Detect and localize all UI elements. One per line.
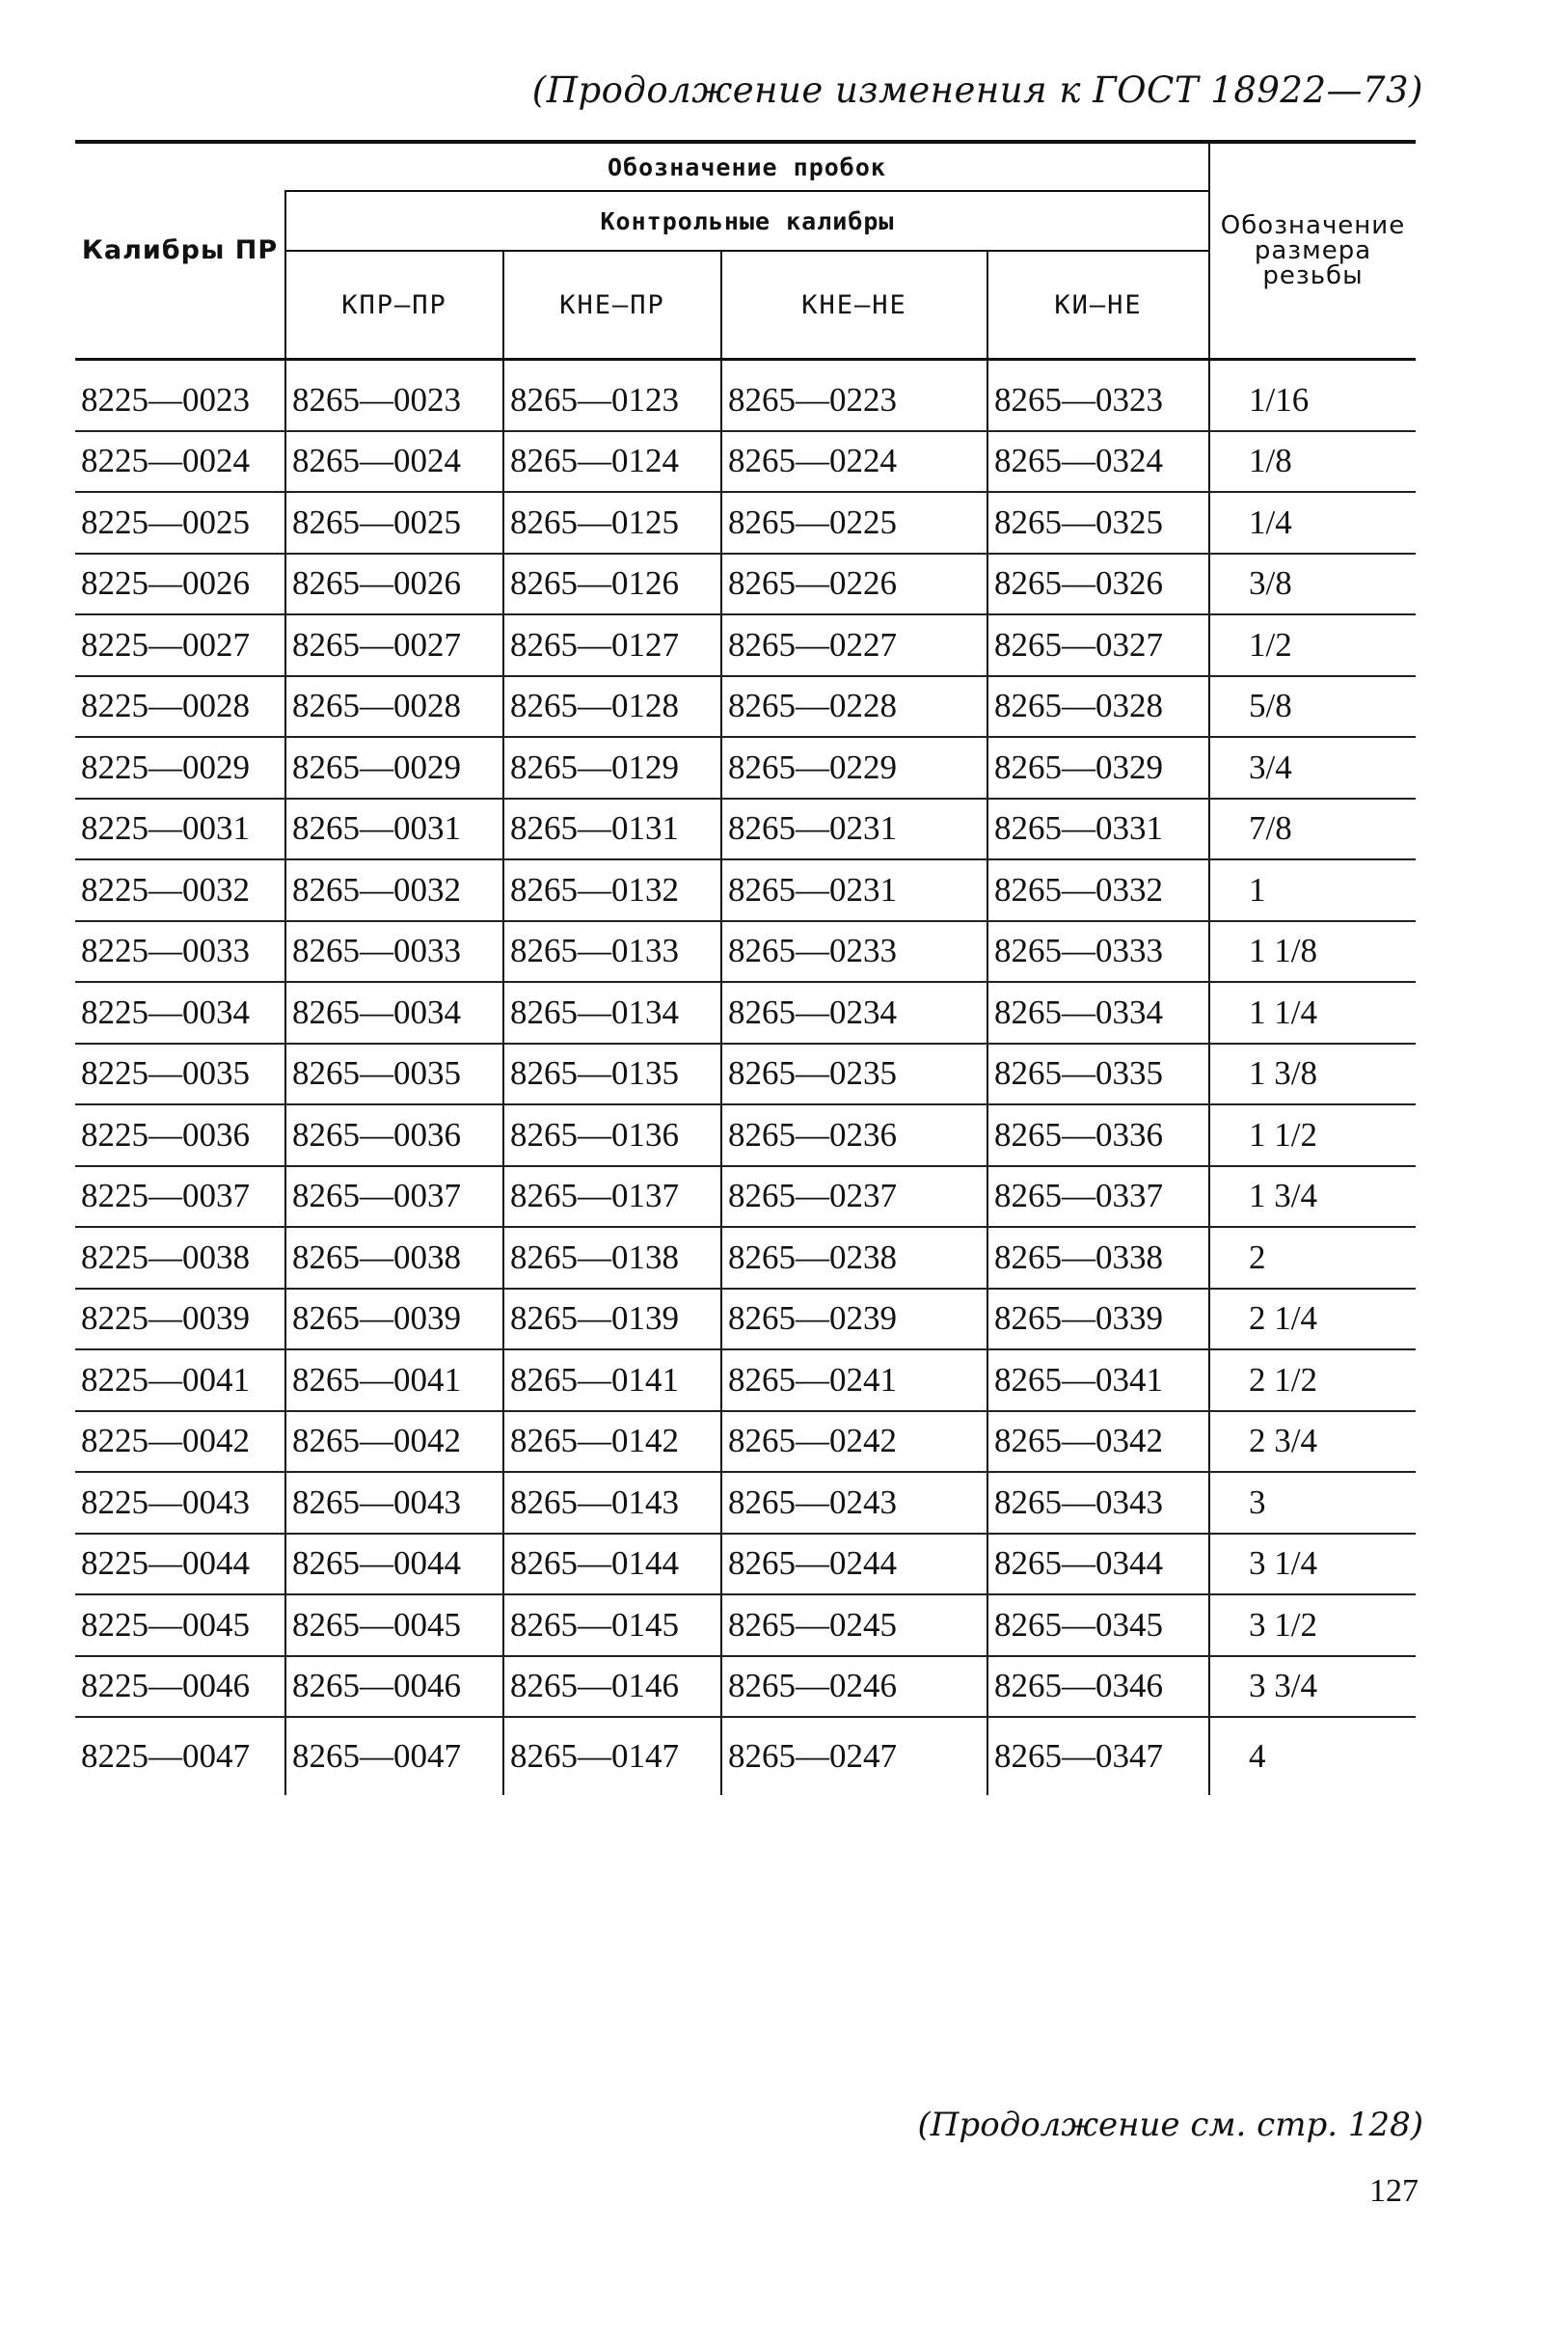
cell-kne-ne: 8265—0247 [721, 1717, 987, 1795]
cell-kne-ne: 8265—0235 [721, 1044, 987, 1105]
table-row [75, 859, 1416, 921]
cell-kpr-pr: 8265—0044 [285, 1534, 503, 1595]
cell-ki-ne: 8265—0334 [987, 982, 1209, 1044]
cell-kalibry-pr: 8225—0032 [75, 859, 285, 921]
header-kne-pr: КНЕ—ПР [503, 251, 721, 360]
page-number: 127 [1369, 2173, 1419, 2209]
cell-kalibry-pr: 8225—0028 [75, 676, 285, 738]
cell-thread-size: 1 1/4 [1209, 982, 1416, 1044]
table-row [75, 982, 1416, 1044]
cell-kalibry-pr: 8225—0027 [75, 614, 285, 676]
table-row [75, 1534, 1416, 1595]
cell-ki-ne: 8265—0323 [987, 360, 1209, 431]
cell-thread-size: 3/4 [1209, 737, 1416, 799]
cell-thread-size: 2 1/2 [1209, 1349, 1416, 1411]
cell-thread-size: 3 3/4 [1209, 1656, 1416, 1718]
cell-kalibry-pr: 8225—0031 [75, 799, 285, 860]
table-row [75, 1594, 1416, 1656]
cell-kalibry-pr: 8225—0046 [75, 1656, 285, 1718]
cell-kne-ne: 8265—0226 [721, 554, 987, 615]
table-row [75, 1349, 1416, 1411]
table-row [75, 676, 1416, 738]
cell-kalibry-pr: 8225—0037 [75, 1166, 285, 1228]
cell-ki-ne: 8265—0345 [987, 1594, 1209, 1656]
table-row [75, 1472, 1416, 1534]
cell-ki-ne: 8265—0342 [987, 1411, 1209, 1473]
cell-kne-pr: 8265—0127 [503, 614, 721, 676]
cell-kne-pr: 8265—0144 [503, 1534, 721, 1595]
cell-kpr-pr: 8265—0035 [285, 1044, 503, 1105]
table-row [75, 554, 1416, 615]
page-header: (Продолжение изменения к ГОСТ 18922—73) [531, 69, 1423, 111]
cell-kalibry-pr: 8225—0039 [75, 1289, 285, 1350]
cell-kpr-pr: 8265—0025 [285, 492, 503, 554]
cell-kne-ne: 8265—0242 [721, 1411, 987, 1473]
cell-kalibry-pr: 8225—0045 [75, 1594, 285, 1656]
cell-kpr-pr: 8265—0031 [285, 799, 503, 860]
cell-kalibry-pr: 8225—0029 [75, 737, 285, 799]
cell-kne-ne: 8265—0238 [721, 1227, 987, 1289]
header-oboznachenie-probok: Обозначение пробок [285, 142, 1209, 191]
cell-kalibry-pr: 8225—0035 [75, 1044, 285, 1105]
cell-kpr-pr: 8265—0038 [285, 1227, 503, 1289]
cell-kalibry-pr: 8225—0026 [75, 554, 285, 615]
table-row [75, 1717, 1416, 1795]
cell-ki-ne: 8265—0337 [987, 1166, 1209, 1228]
cell-kne-ne: 8265—0234 [721, 982, 987, 1044]
header-ki-ne: КИ—НЕ [987, 251, 1209, 360]
cell-ki-ne: 8265—0328 [987, 676, 1209, 738]
table-row [75, 1104, 1416, 1166]
cell-ki-ne: 8265—0326 [987, 554, 1209, 615]
cell-kalibry-pr: 8225—0042 [75, 1411, 285, 1473]
cell-thread-size: 1/16 [1209, 360, 1416, 431]
header-kontrolnye-kalibry: Контрольные калибры [285, 191, 1209, 251]
cell-kne-pr: 8265—0137 [503, 1166, 721, 1228]
cell-kne-ne: 8265—0241 [721, 1349, 987, 1411]
cell-thread-size: 2 1/4 [1209, 1289, 1416, 1350]
table-row [75, 492, 1416, 554]
cell-thread-size: 1/8 [1209, 431, 1416, 493]
cell-kne-ne: 8265—0237 [721, 1166, 987, 1228]
cell-kne-ne: 8265—0243 [721, 1472, 987, 1534]
cell-thread-size: 2 [1209, 1227, 1416, 1289]
cell-thread-size: 3 1/2 [1209, 1594, 1416, 1656]
cell-thread-size: 1/4 [1209, 492, 1416, 554]
table-row [75, 431, 1416, 493]
cell-thread-size: 1 1/8 [1209, 921, 1416, 983]
cell-kalibry-pr: 8225—0024 [75, 431, 285, 493]
cell-kne-ne: 8265—0233 [721, 921, 987, 983]
cell-kalibry-pr: 8225—0034 [75, 982, 285, 1044]
cell-kne-pr: 8265—0136 [503, 1104, 721, 1166]
cell-kne-pr: 8265—0126 [503, 554, 721, 615]
cell-kpr-pr: 8265—0024 [285, 431, 503, 493]
cell-ki-ne: 8265—0346 [987, 1656, 1209, 1718]
cell-kpr-pr: 8265—0033 [285, 921, 503, 983]
cell-thread-size: 3/8 [1209, 554, 1416, 615]
header-kalibry-pr: Калибры ПР [75, 142, 285, 360]
cell-thread-size: 1 3/4 [1209, 1166, 1416, 1228]
cell-ki-ne: 8265—0338 [987, 1227, 1209, 1289]
cell-kne-pr: 8265—0143 [503, 1472, 721, 1534]
cell-kne-pr: 8265—0138 [503, 1227, 721, 1289]
table-row [75, 614, 1416, 676]
cell-kne-ne: 8265—0229 [721, 737, 987, 799]
cell-kalibry-pr: 8225—0023 [75, 360, 285, 431]
cell-ki-ne: 8265—0332 [987, 859, 1209, 921]
cell-kpr-pr: 8265—0039 [285, 1289, 503, 1350]
cell-ki-ne: 8265—0341 [987, 1349, 1209, 1411]
header-kpr-pr: КПР—ПР [285, 251, 503, 360]
cell-thread-size: 7/8 [1209, 799, 1416, 860]
cell-kne-ne: 8265—0245 [721, 1594, 987, 1656]
cell-kne-pr: 8265—0145 [503, 1594, 721, 1656]
cell-thread-size: 1 [1209, 859, 1416, 921]
cell-kne-ne: 8265—0224 [721, 431, 987, 493]
cell-kpr-pr: 8265—0027 [285, 614, 503, 676]
cell-kpr-pr: 8265—0036 [285, 1104, 503, 1166]
cell-thread-size: 1 1/2 [1209, 1104, 1416, 1166]
cell-ki-ne: 8265—0324 [987, 431, 1209, 493]
cell-kpr-pr: 8265—0023 [285, 360, 503, 431]
cell-ki-ne: 8265—0336 [987, 1104, 1209, 1166]
cell-kne-pr: 8265—0129 [503, 737, 721, 799]
cell-kne-ne: 8265—0225 [721, 492, 987, 554]
cell-kalibry-pr: 8225—0041 [75, 1349, 285, 1411]
cell-kpr-pr: 8265—0045 [285, 1594, 503, 1656]
cell-kne-pr: 8265—0142 [503, 1411, 721, 1473]
cell-kne-pr: 8265—0132 [503, 859, 721, 921]
cell-kalibry-pr: 8225—0038 [75, 1227, 285, 1289]
cell-kpr-pr: 8265—0032 [285, 859, 503, 921]
cell-kpr-pr: 8265—0043 [285, 1472, 503, 1534]
cell-kne-ne: 8265—0228 [721, 676, 987, 738]
cell-kpr-pr: 8265—0047 [285, 1717, 503, 1795]
cell-kne-ne: 8265—0239 [721, 1289, 987, 1350]
cell-thread-size: 2 3/4 [1209, 1411, 1416, 1473]
cell-kne-pr: 8265—0139 [503, 1289, 721, 1350]
continuation-note: (Продолжение см. стр. 128) [917, 2106, 1423, 2144]
cell-kne-ne: 8265—0231 [721, 859, 987, 921]
table-row [75, 360, 1416, 431]
table-row [75, 737, 1416, 799]
gauge-designation-table [75, 140, 1416, 1795]
table-row [75, 1656, 1416, 1718]
cell-thread-size: 1 3/8 [1209, 1044, 1416, 1105]
cell-ki-ne: 8265—0333 [987, 921, 1209, 983]
cell-ki-ne: 8265—0325 [987, 492, 1209, 554]
cell-kne-ne: 8265—0244 [721, 1534, 987, 1595]
cell-thread-size: 3 [1209, 1472, 1416, 1534]
cell-kpr-pr: 8265—0029 [285, 737, 503, 799]
cell-thread-size: 5/8 [1209, 676, 1416, 738]
table-row [75, 1227, 1416, 1289]
cell-ki-ne: 8265—0335 [987, 1044, 1209, 1105]
table-row [75, 799, 1416, 860]
cell-ki-ne: 8265—0344 [987, 1534, 1209, 1595]
cell-kne-pr: 8265—0123 [503, 360, 721, 431]
cell-kpr-pr: 8265—0042 [285, 1411, 503, 1473]
cell-ki-ne: 8265—0339 [987, 1289, 1209, 1350]
cell-ki-ne: 8265—0343 [987, 1472, 1209, 1534]
cell-kne-pr: 8265—0125 [503, 492, 721, 554]
cell-kne-pr: 8265—0147 [503, 1717, 721, 1795]
table-row [75, 921, 1416, 983]
cell-kne-pr: 8265—0133 [503, 921, 721, 983]
table-row [75, 1166, 1416, 1228]
cell-kne-pr: 8265—0128 [503, 676, 721, 738]
table-body [75, 360, 1416, 1796]
cell-ki-ne: 8265—0329 [987, 737, 1209, 799]
cell-kne-pr: 8265—0135 [503, 1044, 721, 1105]
header-kne-ne: КНЕ—НЕ [721, 251, 987, 360]
cell-ki-ne: 8265—0327 [987, 614, 1209, 676]
cell-kalibry-pr: 8225—0044 [75, 1534, 285, 1595]
cell-kne-pr: 8265—0124 [503, 431, 721, 493]
cell-kalibry-pr: 8225—0043 [75, 1472, 285, 1534]
cell-kalibry-pr: 8225—0036 [75, 1104, 285, 1166]
cell-kpr-pr: 8265—0028 [285, 676, 503, 738]
cell-ki-ne: 8265—0347 [987, 1717, 1209, 1795]
cell-kne-pr: 8265—0141 [503, 1349, 721, 1411]
header-thread-size: Обозначение размера резьбы [1209, 142, 1416, 360]
cell-ki-ne: 8265—0331 [987, 799, 1209, 860]
cell-kalibry-pr: 8225—0047 [81, 1737, 250, 1775]
cell-kpr-pr: 8265—0034 [285, 982, 503, 1044]
cell-kne-ne: 8265—0223 [721, 360, 987, 431]
cell-kne-ne: 8265—0246 [721, 1656, 987, 1718]
cell-thread-size: 1/2 [1209, 614, 1416, 676]
cell-kne-ne: 8265—0231 [721, 799, 987, 860]
cell-kpr-pr: 8265—0026 [285, 554, 503, 615]
table-row [75, 1044, 1416, 1105]
cell-thread-size: 3 1/4 [1209, 1534, 1416, 1595]
cell-kne-pr: 8265—0134 [503, 982, 721, 1044]
table-row [75, 1411, 1416, 1473]
cell-kne-pr: 8265—0146 [503, 1656, 721, 1718]
cell-kne-ne: 8265—0236 [721, 1104, 987, 1166]
table-header [75, 142, 1416, 360]
cell-thread-size: 4 [1209, 1717, 1416, 1795]
cell-kpr-pr: 8265—0037 [285, 1166, 503, 1228]
cell-kalibry-pr: 8225—0025 [75, 492, 285, 554]
cell-kne-pr: 8265—0131 [503, 799, 721, 860]
cell-kpr-pr: 8265—0041 [285, 1349, 503, 1411]
cell-kalibry-pr: 8225—0033 [75, 921, 285, 983]
table-row [75, 1289, 1416, 1350]
cell-kpr-pr: 8265—0046 [285, 1656, 503, 1718]
cell-kne-ne: 8265—0227 [721, 614, 987, 676]
